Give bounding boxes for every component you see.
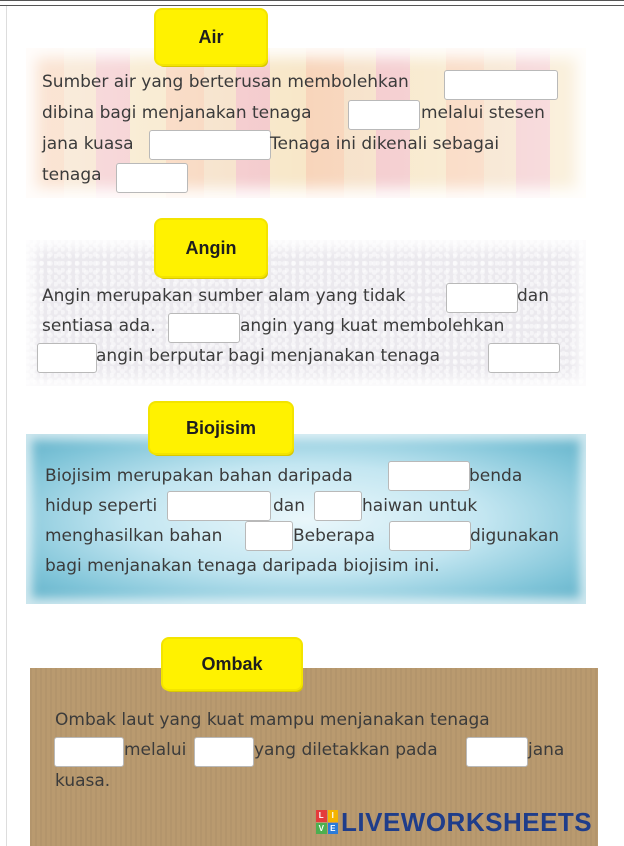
angin-text-3: sentiasa ada. [42,316,156,336]
ombak-blank-1[interactable] [54,737,124,767]
biojisim-text-1: Biojisim merupakan bahan daripada [45,466,353,486]
angin-title: Angin [156,220,266,276]
biojisim-blank-2[interactable] [167,491,271,521]
logo-letter-l: L [316,810,327,822]
biojisim-text-9: bagi menjanakan tenaga daripada biojisim ini. [45,556,440,576]
air-text-3: melalui stesen [421,103,545,123]
air-blank-1[interactable] [444,70,558,100]
biojisim-blank-5[interactable] [389,521,471,551]
air-text-5: Tenaga ini dikenali sebagai [270,134,500,154]
air-text-4: jana kuasa [42,134,134,154]
biojisim-text-4: dan [273,496,305,516]
air-blank-3[interactable] [149,130,271,160]
biojisim-blank-4[interactable] [245,521,293,551]
air-text-2: dibina bagi menjanakan tenaga [42,103,312,123]
biojisim-blank-3[interactable] [314,491,362,521]
liveworksheets-watermark [316,808,592,836]
logo-letter-v: V [316,823,327,835]
biojisim-text-5: haiwan untuk [362,496,478,516]
biojisim-blank-1[interactable] [388,461,470,491]
ombak-blank-2[interactable] [194,737,254,767]
biojisim-text-6: menghasilkan bahan [45,526,223,546]
angin-text-5: angin berputar bagi menjanakan tenaga [96,346,441,366]
air-title: Air [156,10,266,64]
logo-letter-e: E [328,823,339,835]
logo-letter-i: I [328,810,339,822]
biojisim-text-7: Beberapa [293,526,375,546]
angin-blank-4[interactable] [488,343,560,373]
angin-text-2: dan [517,286,549,306]
left-border [6,6,7,846]
angin-blank-2[interactable] [168,313,240,343]
ombak-text-2: melalui [124,740,187,760]
air-blank-4[interactable] [116,163,188,193]
biojisim-title: Biojisim [150,403,292,453]
biojisim-panel [26,434,586,604]
top-border [0,0,624,6]
biojisim-text-8: digunakan [470,526,560,546]
angin-blank-1[interactable] [446,283,518,313]
biojisim-text-2: benda [469,466,523,486]
angin-text-1: Angin merupakan sumber alam yang tidak [42,286,406,306]
ombak-blank-3[interactable] [466,737,528,767]
ombak-text-1: Ombak laut yang kuat mampu menjanakan tenaga [55,710,490,730]
watermark-text: LIVEWORKSHEETS [341,806,593,837]
liveworksheets-logo-icon [316,810,338,834]
air-text-6: tenaga [42,165,102,185]
ombak-text-3: yang diletakkan pada [254,740,438,760]
angin-text-4: angin yang kuat membolehkan [240,316,505,336]
ombak-text-4: jana [528,740,565,760]
air-blank-2[interactable] [348,100,420,130]
ombak-title: Ombak [163,639,301,689]
angin-blank-3[interactable] [37,343,97,373]
air-text-1: Sumber air yang berterusan membolehkan [42,72,409,92]
biojisim-text-3: hidup seperti [45,496,158,516]
ombak-text-5: kuasa. [55,771,111,791]
